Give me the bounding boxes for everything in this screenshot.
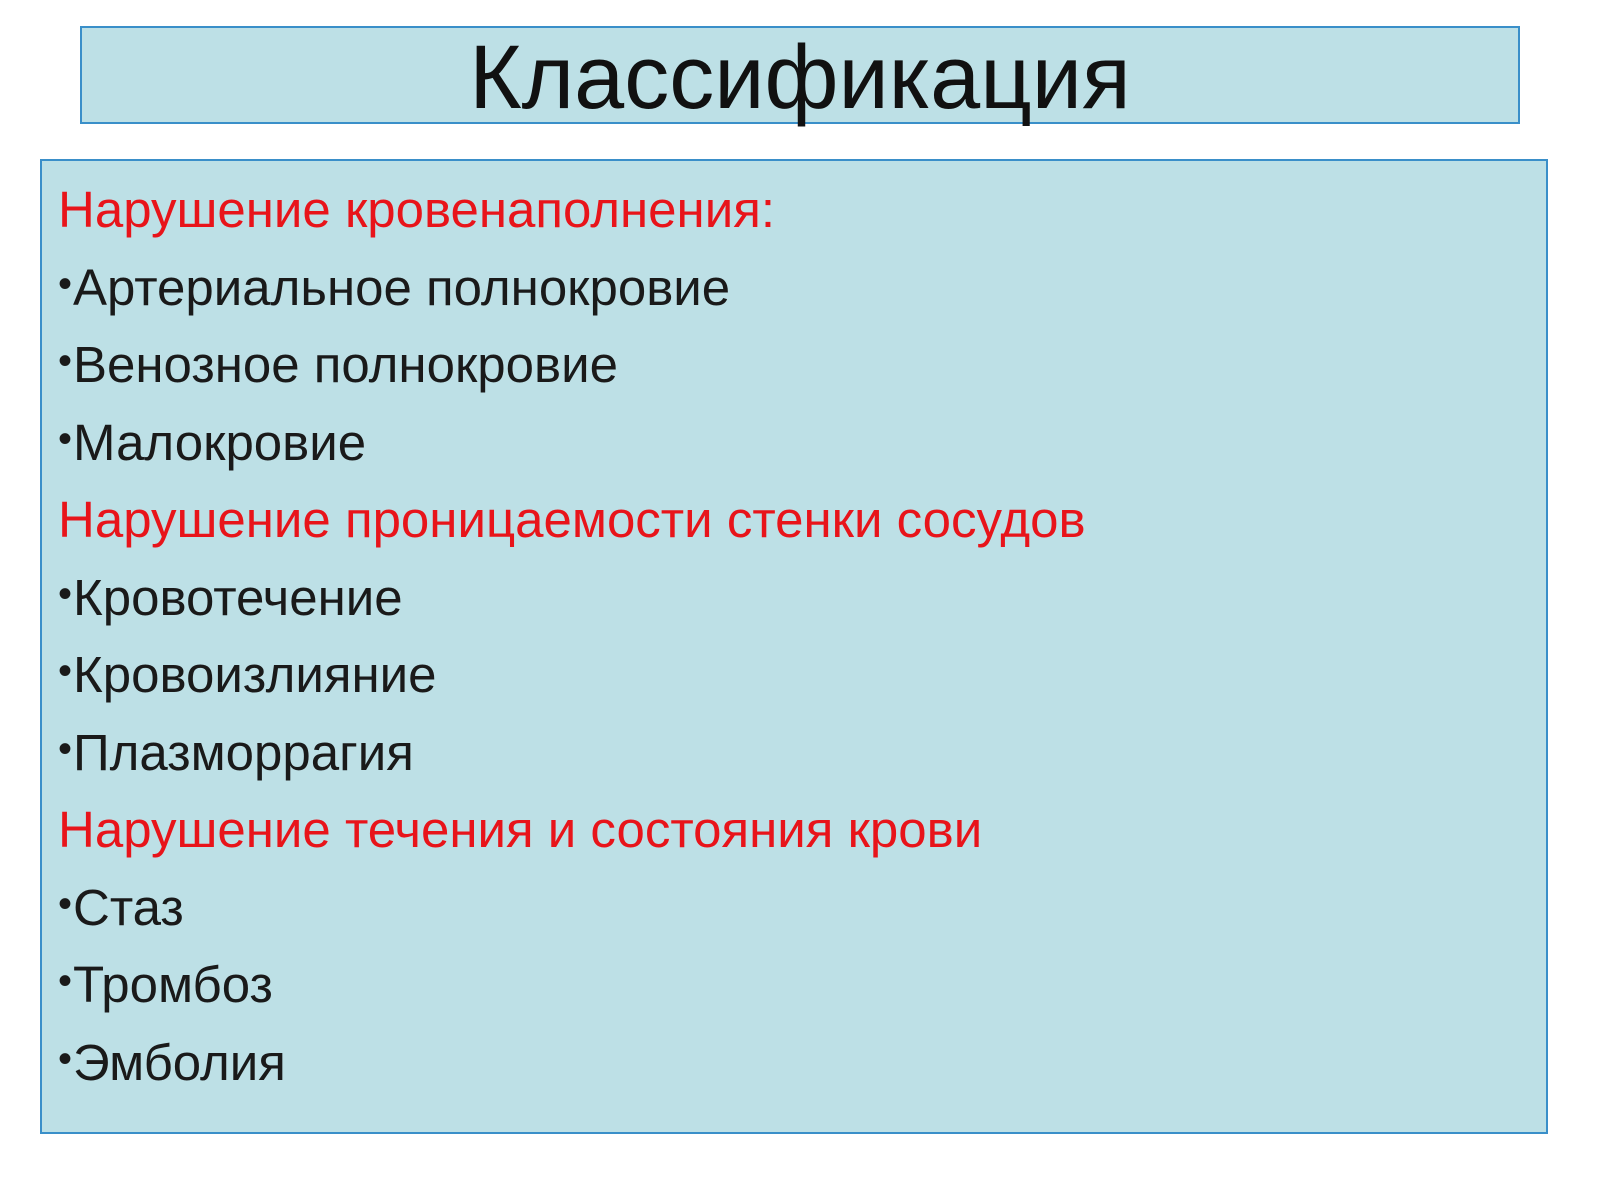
list-item-label: Тромбоз [73,956,273,1013]
bullet-icon: • [58,649,73,693]
content-box [40,159,1548,1134]
section-heading: Нарушение проницаемости стенки сосудов [58,491,1086,548]
list-item [58,249,1086,327]
list-item [58,1024,1086,1102]
bullet-icon: • [58,1036,73,1081]
list-item-label: Стаз [73,878,184,936]
classification-list [58,171,1086,1101]
list-item [58,636,1086,714]
list-item-label: Артериальное полнокровие [73,258,731,316]
title-box [80,26,1520,128]
list-item-label: Кровотечение [73,568,403,626]
list-item-label: Плазморрагия [73,723,414,781]
bullet-icon: • [58,339,73,383]
bullet-icon: • [58,261,73,306]
list-item [58,404,1086,482]
bullet-icon: • [58,726,73,771]
list-item [58,714,1086,792]
list-item-label: Эмболия [73,1033,286,1091]
bullet-icon: • [58,416,73,461]
list-item [58,326,1086,404]
section-heading: Нарушение течения и состояния крови [58,801,983,858]
list-item [58,946,1086,1024]
bullet-icon: • [58,959,73,1003]
list-item-label: Венозное полнокровие [73,336,618,393]
list-item-label: Малокровие [73,413,367,471]
list-item [58,559,1086,637]
section-heading: Нарушение кровенаполнения: [58,181,775,238]
bullet-icon: • [58,571,73,616]
bullet-icon: • [58,881,73,926]
list-item [58,869,1086,947]
slide-title: Классификация [469,28,1131,128]
list-item-label: Кровоизлияние [73,646,437,703]
